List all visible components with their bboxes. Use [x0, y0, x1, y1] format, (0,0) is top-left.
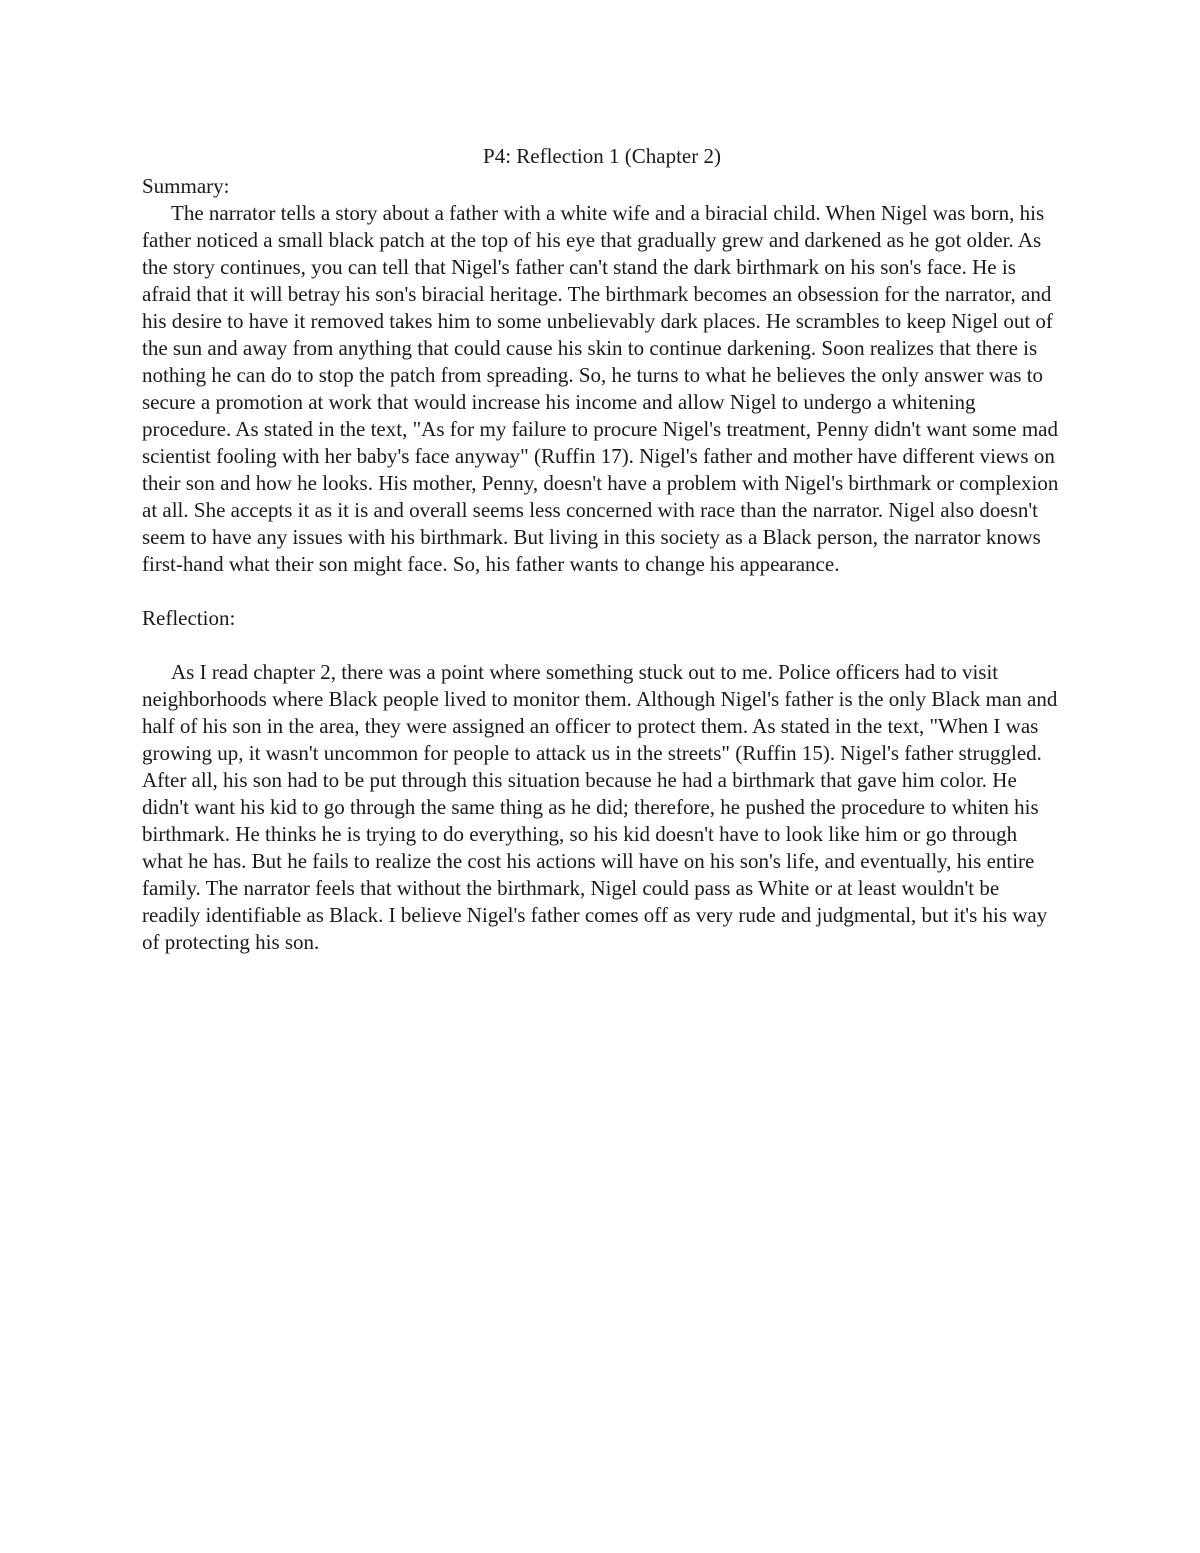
- summary-paragraph: The narrator tells a story about a father with a white wife and a biracial child. When Nigel was born, his father noticed a small black patch at the top of his eye that gradually grew and darkened as he got older. As the story continues, you can tell that Nigel's father can't stand the dark birthmark on his son's face. He is afraid that it will betray his son's biracial heritage. The birthmark becomes an obsession for the narrator, and his desire to have it removed takes him to some unbelievably dark places. He scrambles to keep Nigel out of the sun and away from anything that could cause his skin to continue darkening. Soon realizes that there is nothing he can do to stop the patch from spreading. So, he turns to what he believes the only answer was to secure a promotion at work that would increase his income and allow Nigel to undergo a whitening procedure. As stated in the text, "As for my failure to procure Nigel's treatment, Penny didn't want some mad scientist fooling with her baby's face anyway" (Ruffin 17). Nigel's father and mother have different views on their son and how he looks. His mother, Penny, doesn't have a problem with Nigel's birthmark or complexion at all. She accepts it as it is and overall seems less concerned with race than the narrator. Nigel also doesn't seem to have any issues with his birthmark. But living in this society as a Black person, the narrator knows first-hand what their son might face. So, his father wants to change his appearance.: [142, 201, 1059, 576]
- summary-heading: Summary:: [142, 174, 230, 198]
- document-page: [142, 142, 1062, 956]
- section-spacer: [142, 632, 1062, 659]
- document-title: P4: Reflection 1 (Chapter 2): [483, 144, 721, 168]
- section-spacer: [142, 578, 1062, 605]
- reflection-heading: Reflection:: [142, 606, 236, 630]
- reflection-paragraph: As I read chapter 2, there was a point where something stuck out to me. Police officers had to visit neighborhoods where Black people lived to monitor them. Although Nigel's father is the only Black man and half of his son in the area, they were assigned an officer to protect them. As stated in the text, "When I was growing up, it wasn't uncommon for people to attack us in the streets" (Ruffin 15). Nigel's father struggled. After all, his son had to be put through this situation because he had a birthmark that gave him color. He didn't want his kid to go through the same thing as he did; therefore, he pushed the procedure to whiten his birthmark. He thinks he is trying to do everything, so his kid doesn't have to look like him or go through what he has. But he fails to realize the cost his actions will have on his son's life, and eventually, his entire family. The narrator feels that without the birthmark, Nigel could pass as White or at least wouldn't be readily identifiable as Black. I believe Nigel's father comes off as very rude and judgmental, but it's his way of protecting his son.: [142, 660, 1058, 954]
